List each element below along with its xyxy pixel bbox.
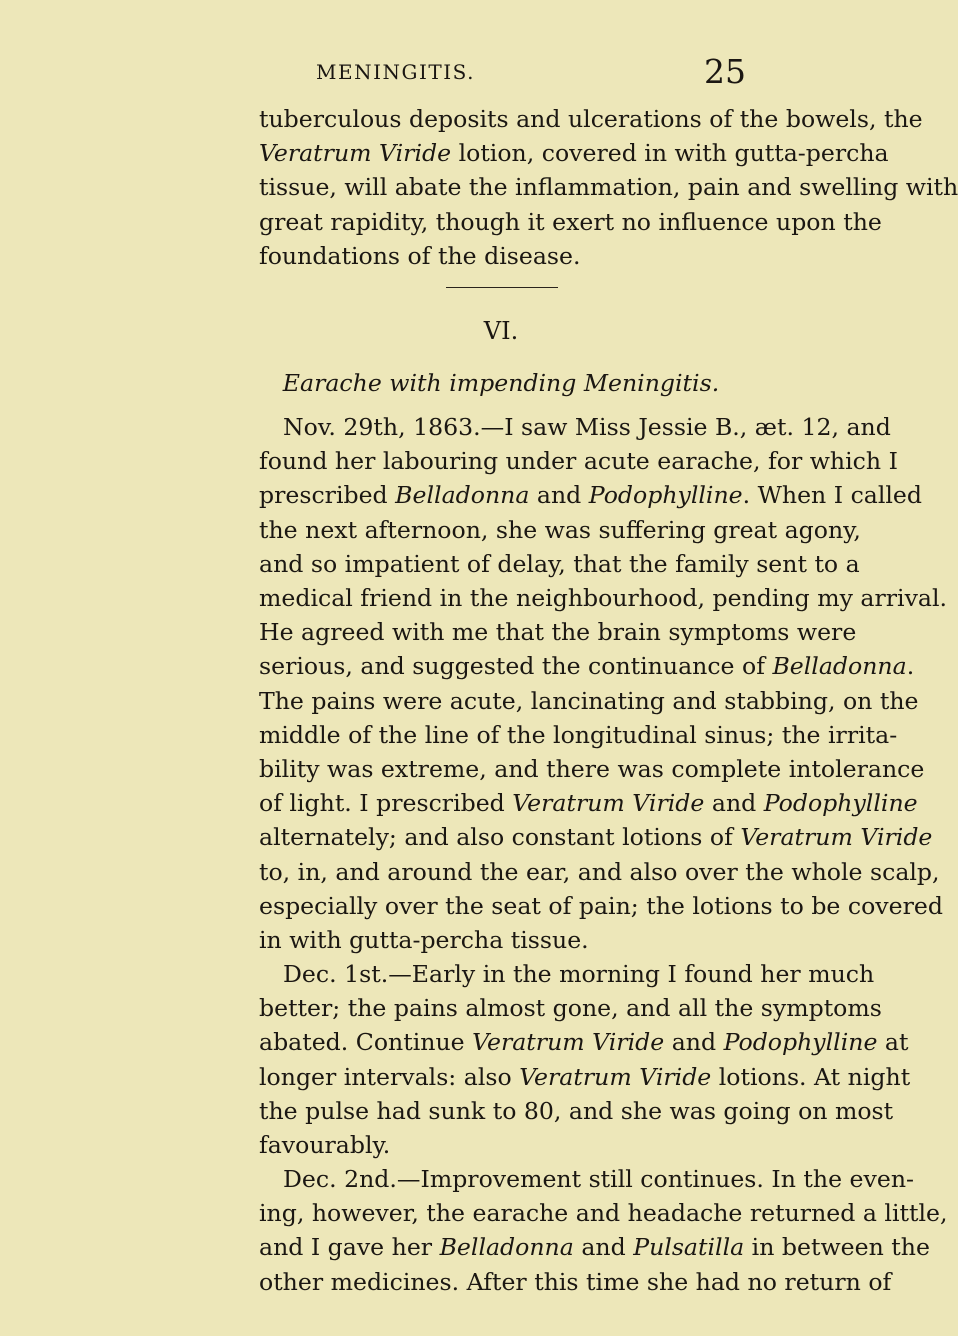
section-title: Earache with impending Meningitis. — [282, 369, 720, 397]
text-line: in with gutta-percha tissue. — [259, 926, 589, 955]
text-line: serious, and suggested the continuance of Belladonna. — [259, 652, 915, 681]
page-header — [0, 52, 800, 98]
text-line: and so impatient of delay, that the family sent to a — [259, 549, 860, 578]
text-line: great rapidity, though it exert no influence upon the — [259, 207, 882, 236]
text-line: Nov. 29th, 1863.—I saw Miss Jessie B., æt. 12, and — [283, 413, 891, 441]
text-line: Veratrum Viride lotion, covered in with gutta-percha — [259, 139, 889, 168]
text-line: The pains were acute, lancinating and stabbing, on the — [259, 686, 919, 715]
text-line: medical friend in the neighbourhood, pending my arrival. — [259, 584, 948, 613]
text-line: tuberculous deposits and ulcerations of the bowels, the — [259, 105, 923, 133]
text-line: Dec. 2nd.—Improvement still continues. In the even- — [283, 1165, 914, 1193]
entry-dec-2 — [259, 1162, 948, 1299]
text-line: He agreed with me that the brain symptoms were — [259, 618, 857, 647]
text-line: the next afternoon, she was suffering great agony, — [259, 515, 861, 544]
text-line: and I gave her Belladonna and Pulsatilla in between the — [259, 1233, 930, 1262]
text-line: middle of the line of the longitudinal sinus; the irrita- — [259, 720, 898, 749]
text-line: favourably. — [259, 1131, 391, 1160]
text-line: especially over the seat of pain; the lotions to be covered — [259, 891, 943, 920]
text-line: foundations of the disease. — [259, 241, 581, 270]
text-line: to, in, and around the ear, and also over the whole scalp, — [259, 857, 940, 886]
entry-dec-1 — [259, 957, 911, 1162]
text-line: abated. Continue Veratrum Viride and Podophylline at — [259, 1028, 909, 1057]
running-title: MENINGITIS. — [316, 60, 475, 84]
text-line: the pulse had sunk to 80, and she was going on most — [259, 1096, 894, 1125]
text-line: ing, however, the earache and headache returned a little, — [259, 1199, 948, 1228]
text-line: longer intervals: also Veratrum Viride lotions. At night — [259, 1062, 911, 1091]
text-line: bility was extreme, and there was complete intolerance — [259, 755, 925, 784]
text-line: Dec. 1st.—Early in the morning I found her much — [283, 960, 875, 988]
text-line: other medicines. After this time she had no return of — [259, 1267, 892, 1296]
text-line: found her labouring under acute earache, for which I — [259, 447, 898, 476]
text-line: tissue, will abate the inflammation, pain and swelling with — [259, 173, 958, 202]
section-number: VI. — [483, 317, 519, 345]
opening-paragraph — [259, 102, 958, 273]
page-number: 25 — [704, 52, 746, 91]
text-line: prescribed Belladonna and Podophylline. When I called — [259, 481, 923, 510]
entry-nov-29 — [259, 410, 948, 957]
section-divider — [446, 287, 558, 288]
text-line: of light. I prescribed Veratrum Viride and Podophylline — [259, 789, 918, 818]
text-line: better; the pains almost gone, and all the symptoms — [259, 994, 882, 1023]
text-line: alternately; and also constant lotions of Veratrum Viride — [259, 823, 933, 852]
